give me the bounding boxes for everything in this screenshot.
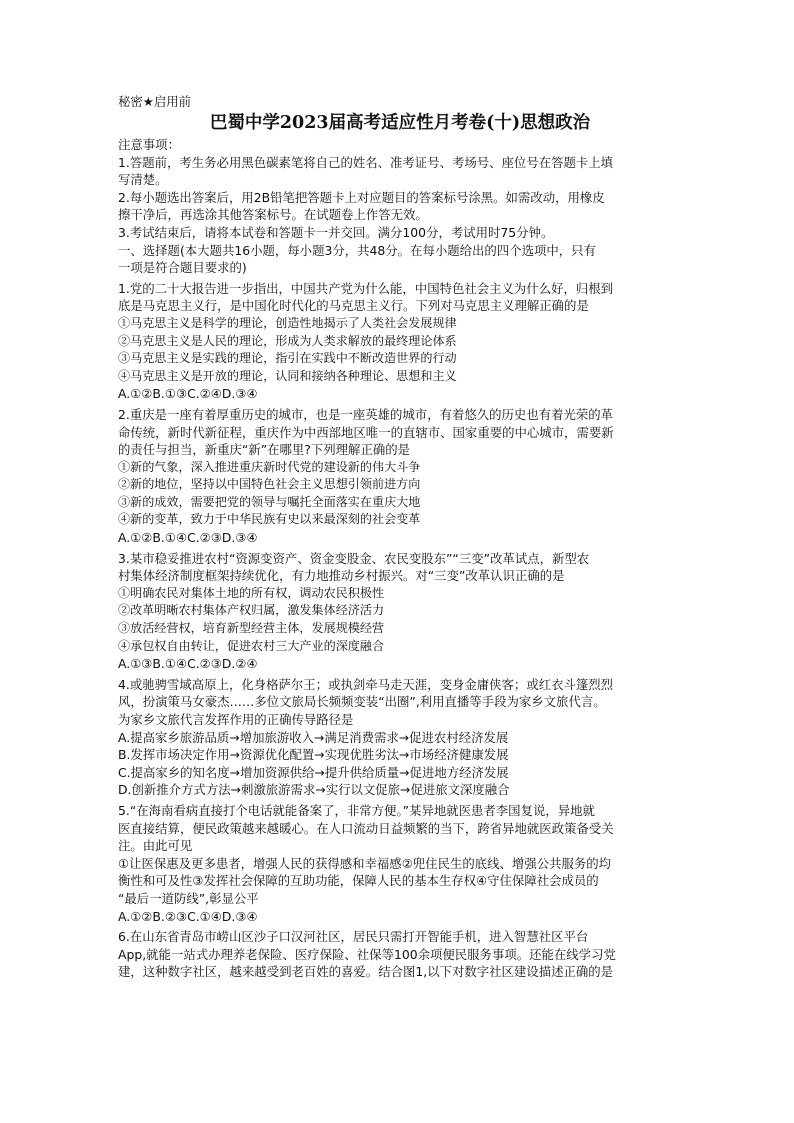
question-1 xyxy=(118,280,682,403)
question-stem: 风，扮演策马女豪杰……多位文旅局长频频变装“出圈”,利用直播等手段为家乡文旅代言。 xyxy=(118,694,606,710)
section-heading xyxy=(118,242,682,277)
question-stem: 命传统，新时代新征程，重庆作为中西部地区唯一的直辖市、国家重要的中心城市，需要新 xyxy=(118,424,614,440)
answer-choice: D.创新推介方式方法→刺激旅游需求→实行以文促旅→促进旅文深度融合 xyxy=(118,782,510,798)
note-line: 写清楚。 xyxy=(118,172,168,188)
statement-item: ②马克思主义是人民的理论，形成为人类求解放的最终理论体系 xyxy=(118,333,457,348)
question-stem: 村集体经济制度框架持续优化，有力地推动乡村振兴。对“三变”改革认识正确的是 xyxy=(118,568,565,584)
statement-item: ③马克思主义是实践的理论，指引在实践中不断改造世界的行动 xyxy=(118,351,457,366)
statement-item: ①马克思主义是科学的理论，创造性地揭示了人类社会发展规律 xyxy=(118,315,457,330)
statement-item: ①让医保惠及更多患者，增强人民的获得感和幸福感②兜住民生的底线、增强公共服务的均 xyxy=(118,855,612,871)
question-stem: 注。由此可见 xyxy=(118,838,193,854)
statement-item: ①新的气象，深入推进重庆新时代党的建设新的伟大斗争 xyxy=(118,459,421,474)
note-line: 擦干净后，再选涂其他答案标号。在试题卷上作答无效。 xyxy=(118,207,428,223)
question-stem: 3.某市稳妥推进农村“资源变资产、资金变股金、农民变股东”“三变”改革试点，新型农 xyxy=(118,550,590,566)
notes-heading: 注意事项： xyxy=(118,137,180,152)
answer-choice: A.提高家乡旅游品质→增加旅游收入→满足消费需求→促进农村经济发展 xyxy=(118,729,509,745)
question-stem: 为家乡文旅代言发挥作用的正确传导路径是 xyxy=(118,712,354,727)
secret-label: 秘密★启用前 xyxy=(118,94,192,109)
question-stem: 5.“在海南看病直接打个电话就能备案了，非常方便。”某异地就医患者李国复说，异地就 xyxy=(118,802,595,818)
question-stem: 1.党的二十大报告进一步指出，中国共产党为什么能，中国特色社会主义为什么好，归根到 xyxy=(118,280,614,296)
statement-item: ②改革明晰农村集体产权归属，激发集体经济活力 xyxy=(118,603,385,618)
answer-choice: C.提高家乡的知名度→增加资源供给→提升供给质量→促进地方经济发展 xyxy=(118,764,509,780)
statement-item: ③新的成效，需要把党的领导与嘱托全面落实在重庆大地 xyxy=(118,494,421,509)
question-3 xyxy=(118,550,682,673)
statement-item: ③放活经营权，培育新型经营主体，发展规模经营 xyxy=(118,621,385,636)
question-stem: App,就能一站式办理养老保险、医疗保险、社保等100余项便民服务事项。还能在线学习党 xyxy=(118,946,616,962)
page-title: 巴蜀中学2023届高考适应性月考卷(十)思想政治 xyxy=(209,113,591,133)
notes-block xyxy=(118,136,682,242)
question-stem: 的责任与担当，新重庆“新”在哪里?下列理解正确的是 xyxy=(118,442,411,458)
question-stem: 底是马克思主义行，是中国化时代化的马克思主义行。下列对马克思主义理解正确的是 xyxy=(118,298,589,314)
question-stem: 建，这种数字社区，越来越受到老百姓的喜爱。结合图1,以下对数字社区建设描述正确的是 xyxy=(118,964,614,980)
statement-item: “最后一道防线”,彰显公平 xyxy=(118,890,259,906)
statement-item: 衡性和可及性③发挥社会保障的互助功能，保障人民的基本生存权④守住保障社会成员的 xyxy=(118,873,599,889)
answer-choice: B.发挥市场决定作用→资源优化配置→实现优胜劣汰→市场经济健康发展 xyxy=(118,747,509,763)
note-line: 1.答题前，考生务必用黑色碳素笔将自己的姓名、准考证号、考场号、座位号在答题卡上填 xyxy=(118,154,614,170)
question-6 xyxy=(118,928,682,981)
question-2 xyxy=(118,406,682,547)
statement-item: ④新的变革，致力于中华民族有史以来最深刻的社会变革 xyxy=(118,512,421,527)
section-line: 一项是符合题目要求的) xyxy=(118,260,247,276)
answer-options: A.①③B.①④C.②③D.②④ xyxy=(118,656,258,672)
note-line: 3.考试结束后，请将本试卷和答题卡一并交回。满分100分，考试用时75分钟。 xyxy=(118,224,554,240)
answer-options: A.①②B.①④C.②③D.③④ xyxy=(118,530,258,546)
statement-item: ②新的地位，坚持以中国特色社会主义思想引领前进方向 xyxy=(118,477,421,492)
question-stem: 4.或驰骋雪域高原上，化身格萨尔王；或执剑牵马走天涯，变身金庸侠客；或红衣斗篷烈烈 xyxy=(118,676,614,692)
answer-options: A.①②B.②③C.①④D.③④ xyxy=(118,908,258,924)
section-line: 一、选择题(本大题共16小题，每小题3分，共48分。在每小题给出的四个选项中，只有 xyxy=(118,242,596,258)
note-line: 2.每小题选出答案后，用2B铅笔把答题卡上对应题目的答案标号涂黑。如需改动，用橡皮 xyxy=(118,189,605,205)
statement-item: ①明确农民对集体土地的所有权，调动农民积极性 xyxy=(118,585,385,600)
question-stem: 医直接结算，便民政策越来越暖心。在人口流动日益频繁的当下，跨省异地就医政策备受关 xyxy=(118,820,614,836)
question-4 xyxy=(118,676,682,799)
statement-item: ④马克思主义是开放的理论，认同和接纳各种理论、思想和主义 xyxy=(118,368,457,383)
question-5 xyxy=(118,802,682,925)
exam-page xyxy=(118,94,682,981)
question-stem: 2.重庆是一座有着厚重历史的城市，也是一座英雄的城市，有着悠久的历史也有着光荣的革 xyxy=(118,406,614,422)
answer-options: A.①②B.①③C.②④D.③④ xyxy=(118,386,258,402)
question-stem: 6.在山东省青岛市崂山区沙子口汉河社区，居民只需打开智能手机，进入智慧社区平台 xyxy=(118,929,589,945)
statement-item: ④承包权自由转让，促进农村三大产业的深度融合 xyxy=(118,638,385,653)
